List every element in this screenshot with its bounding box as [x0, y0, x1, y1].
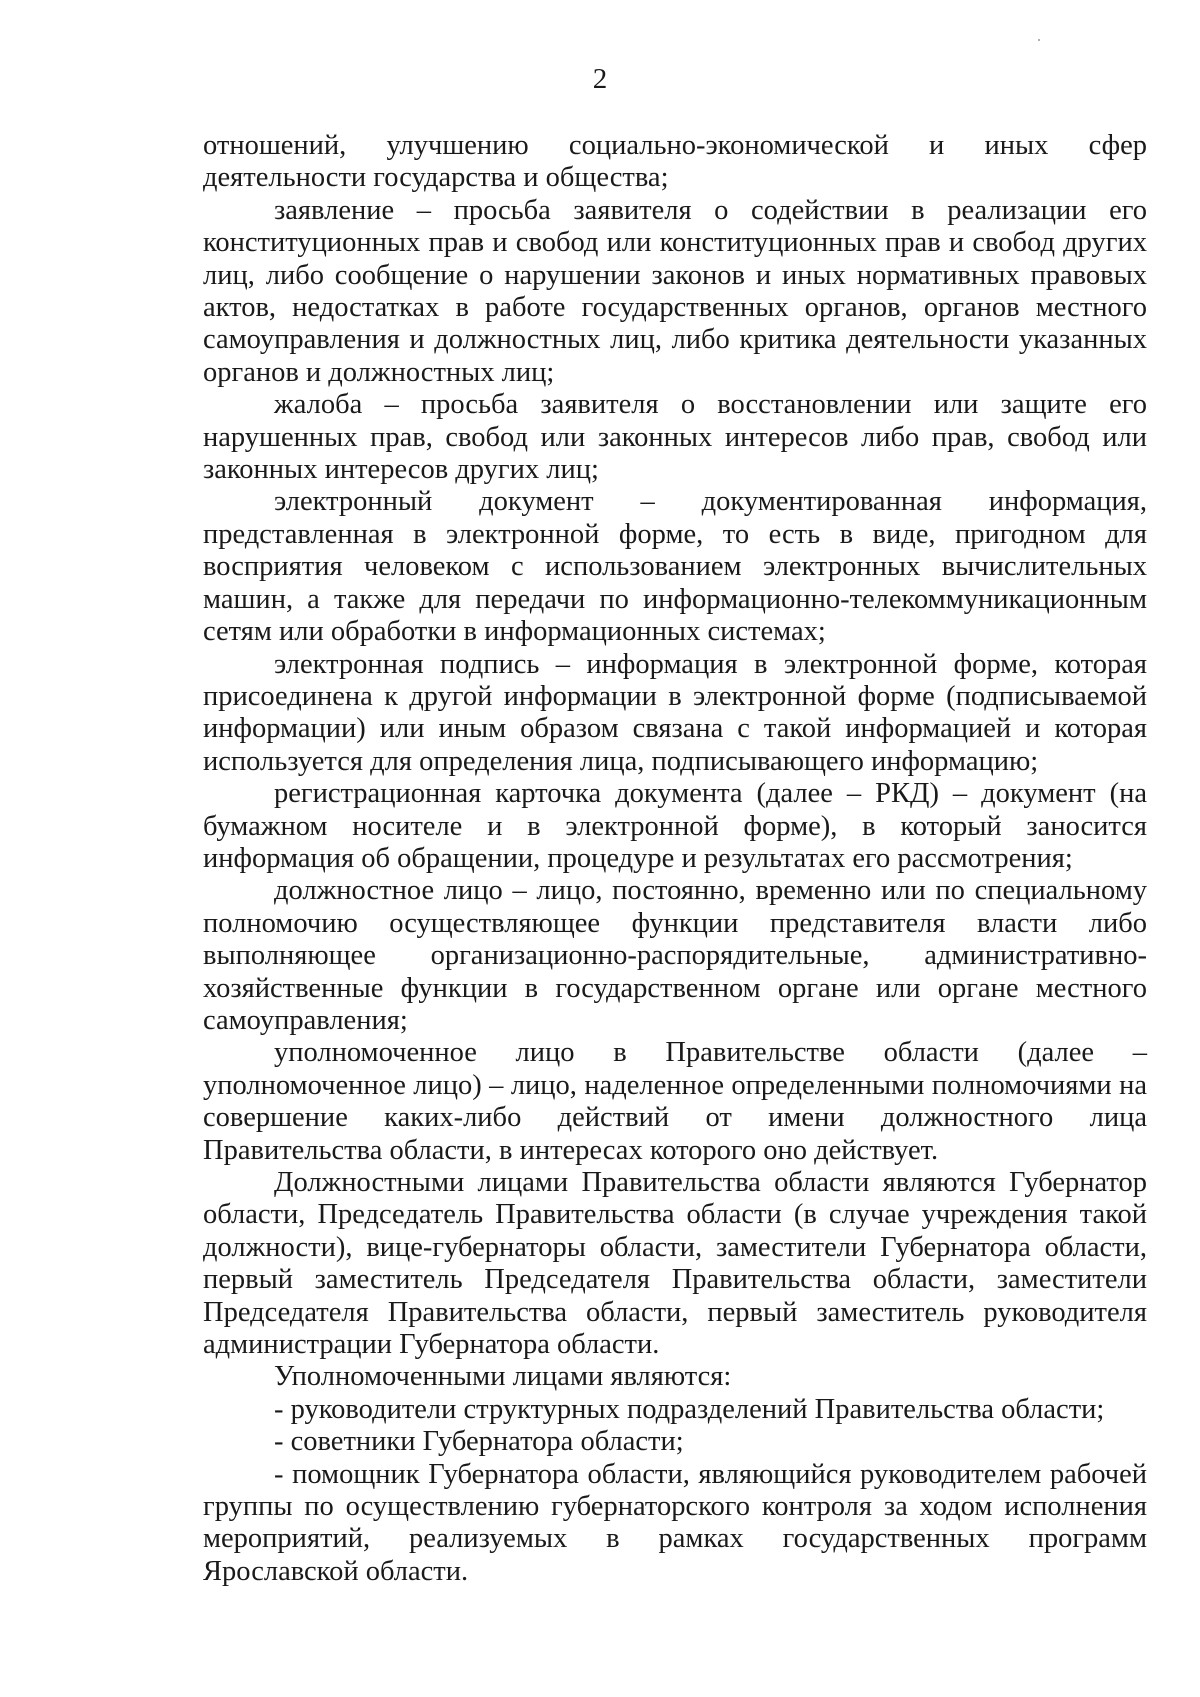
paragraph-definition-electronic-signature: электронная подпись – информация в электронной форме, которая присоединена к другой информации в электронной форме (подписываемой информации) или иным образом связана с такой информацией и которая используется для определения лица, подписывающего информацию; — [203, 648, 1147, 777]
page-number: 2 — [592, 63, 608, 95]
paragraph-definition-electronic-document: электронный документ – документированная информация, представленная в электронной форме, то есть в виде, пригодном для восприятия человеком с использованием электронных вычислительных машин, а также для передачи по информационно-телекоммуникационным сетям или обработки в информационных системах; — [203, 486, 1147, 648]
document-body — [203, 130, 1147, 1588]
paragraph-definition-complaint: жалоба – просьба заявителя о восстановлении или защите его нарушенных прав, свобод или законных интересов либо прав, свобод или законных интересов других лиц; — [203, 389, 1147, 486]
paragraph-continuation: отношений, улучшению социально-экономической и иных сфер деятельности государства и общества; — [203, 130, 1147, 194]
paragraph-definition-authorized-person: уполномоченное лицо в Правительстве области (далее – уполномоченное лицо) – лицо, наделенное определенными полномочиями на совершение каких-либо действий от имени должностного лица Правительства области, в интересах которого оно действует. — [203, 1037, 1147, 1166]
paragraph-definition-statement: заявление – просьба заявителя о содействии в реализации его конституционных прав и свобод или конституционных прав и свобод других лиц, либо сообщение о нарушении законов и иных нормативных правовых актов, недостатках в работе государственных органов, органов местного самоуправления и должностных лиц, либо критика деятельности указанных органов и должностных лиц; — [203, 194, 1147, 388]
list-item: - руководители структурных подразделений Правительства области; — [274, 1393, 1105, 1425]
list-item: - помощник Губернатора области, являющийся руководителем рабочей группы по осуществлению губернаторского контроля за ходом исполнения мероприятий, реализуемых в рамках государственных программ Ярославской области. — [203, 1458, 1147, 1587]
paragraph-authorized-persons-intro: Уполномоченными лицами являются: — [274, 1361, 732, 1393]
paragraph-officials-list: Должностными лицами Правительства области являются Губернатор области, Председатель Правительства области (в случае учреждения такой должности), вице-губернаторы области, заместители Губернатора области, первый заместитель Председателя Правительства области, заместители Председателя Правительства области, первый заместитель руководителя администрации Губернатора области. — [203, 1167, 1147, 1361]
paragraph-definition-registration-card: регистрационная карточка документа (далее – РКД) – документ (на бумажном носителе и в электронной форме), в который заносится информация об обращении, процедуре и результатах его рассмотрения; — [203, 778, 1147, 874]
paragraph-definition-official: должностное лицо – лицо, постоянно, временно или по специальному полномочию осуществляющее функции представителя власти либо выполняющее организационно-распорядительные, административно-хозяйственные функции в государственном органе или органе местного самоуправления; — [203, 875, 1147, 1036]
list-item: - советники Губернатора области; — [274, 1426, 684, 1458]
scan-speck — [1038, 39, 1040, 41]
